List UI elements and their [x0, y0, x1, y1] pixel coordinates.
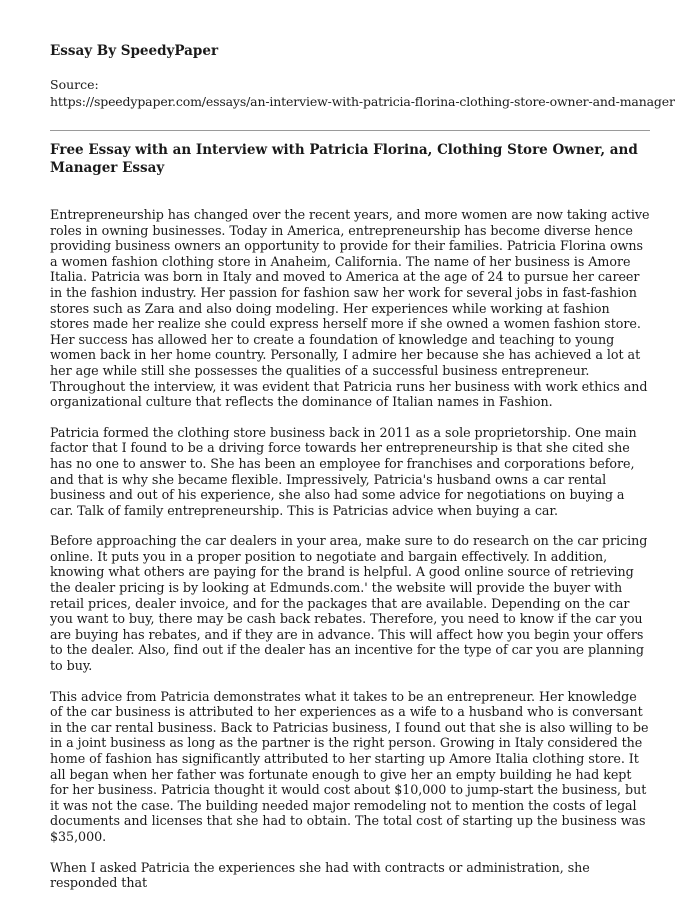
source-label: Source:	[50, 77, 99, 92]
essay-paragraph-2: Patricia formed the clothing store business back in 2011 as a sole proprietorship. One main factor that I found to be a driving force towards her entrepreneurship is that she cited she has no one to answer to. She has been an employee for franchises and corporations before, and that is why she became flexible. Impressively, Patricia's husband owns a car rental business and out of his experience, she also had some advice for negotiations on buying a car. Talk of family entrepreneurship. This is Patricias advice when buying a car.	[50, 424, 637, 518]
essay-paragraph-5: When I asked Patricia the experiences she had with contracts or administration, she responded that	[50, 859, 590, 891]
essay-body	[50, 207, 650, 891]
essay-title: Free Essay with an Interview with Patricia Florina, Clothing Store Owner, and Manager Essay	[50, 142, 638, 176]
document-page	[50, 42, 675, 906]
source-url[interactable]: https://speedypaper.com/essays/an-interview-with-patricia-florina-clothing-store-owner-and-manager	[50, 94, 675, 109]
site-title: Essay By SpeedyPaper	[50, 43, 219, 59]
header-divider	[50, 130, 650, 131]
essay-paragraph-4: This advice from Patricia demonstrates what it takes to be an entrepreneur. Her knowledge of the car business is attributed to her experiences as a wife to a husband who is conversant in the car rental business. Back to Patricias business, I found out that she is also willing to be in a joint business as long as the partner is the right person. Growing in Italy considered the home of fashion has significantly attributed to her starting up Amore Italia clothing store. It all began when her father was fortunate enough to give her an empty building he had kept for her business. Patricia thought it would cost about $10,000 to jump-start the business, but it was not the case. The building needed major remodeling not to mention the costs of legal documents and licenses that she had to obtain. The total cost of starting up the business was $35,000.	[50, 688, 649, 844]
essay-paragraph-3: Before approaching the car dealers in your area, make sure to do research on the car pricing online. It puts you in a proper position to negotiate and bargain effectively. In addition, knowing what others are paying for the brand is helpful. A good online source of retrieving the dealer pricing is by looking at Edmunds.com.' the website will provide the buyer with retail prices, dealer invoice, and for the packages that are available. Depending on the car you want to buy, there may be cash back rebates. Therefore, you need to know if the car you are buying has rebates, and if they are in advance. This will affect how you begin your offers to the dealer. Also, find out if the dealer has an incentive for the type of car you are planning to buy.	[50, 533, 648, 674]
essay-paragraph-1: Entrepreneurship has changed over the recent years, and more women are now taking active roles in owning businesses. Today in America, entrepreneurship has become diverse hence providing business owners an opportunity to provide for their families. Patricia Florina owns a women fashion clothing store in Anaheim, California. The name of her business is Amore Italia. Patricia was born in Italy and moved to America at the age of 24 to pursue her career in the fashion industry. Her passion for fashion saw her work for several jobs in fast-fashion stores such as Zara and also doing modeling. Her experiences while working at fashion stores made her realize she could express herself more if she owned a women fashion store. Her success has allowed her to create a foundation of knowledge and teaching to young women back in her home country. Personally, I admire her because she has achieved a lot at her age while still she possesses the qualities of a successful business entrepreneur. Throughout the interview, it was evident that Patricia runs her business with work ethics and organizational culture that reflects the dominance of Italian names in Fashion.	[50, 207, 650, 410]
